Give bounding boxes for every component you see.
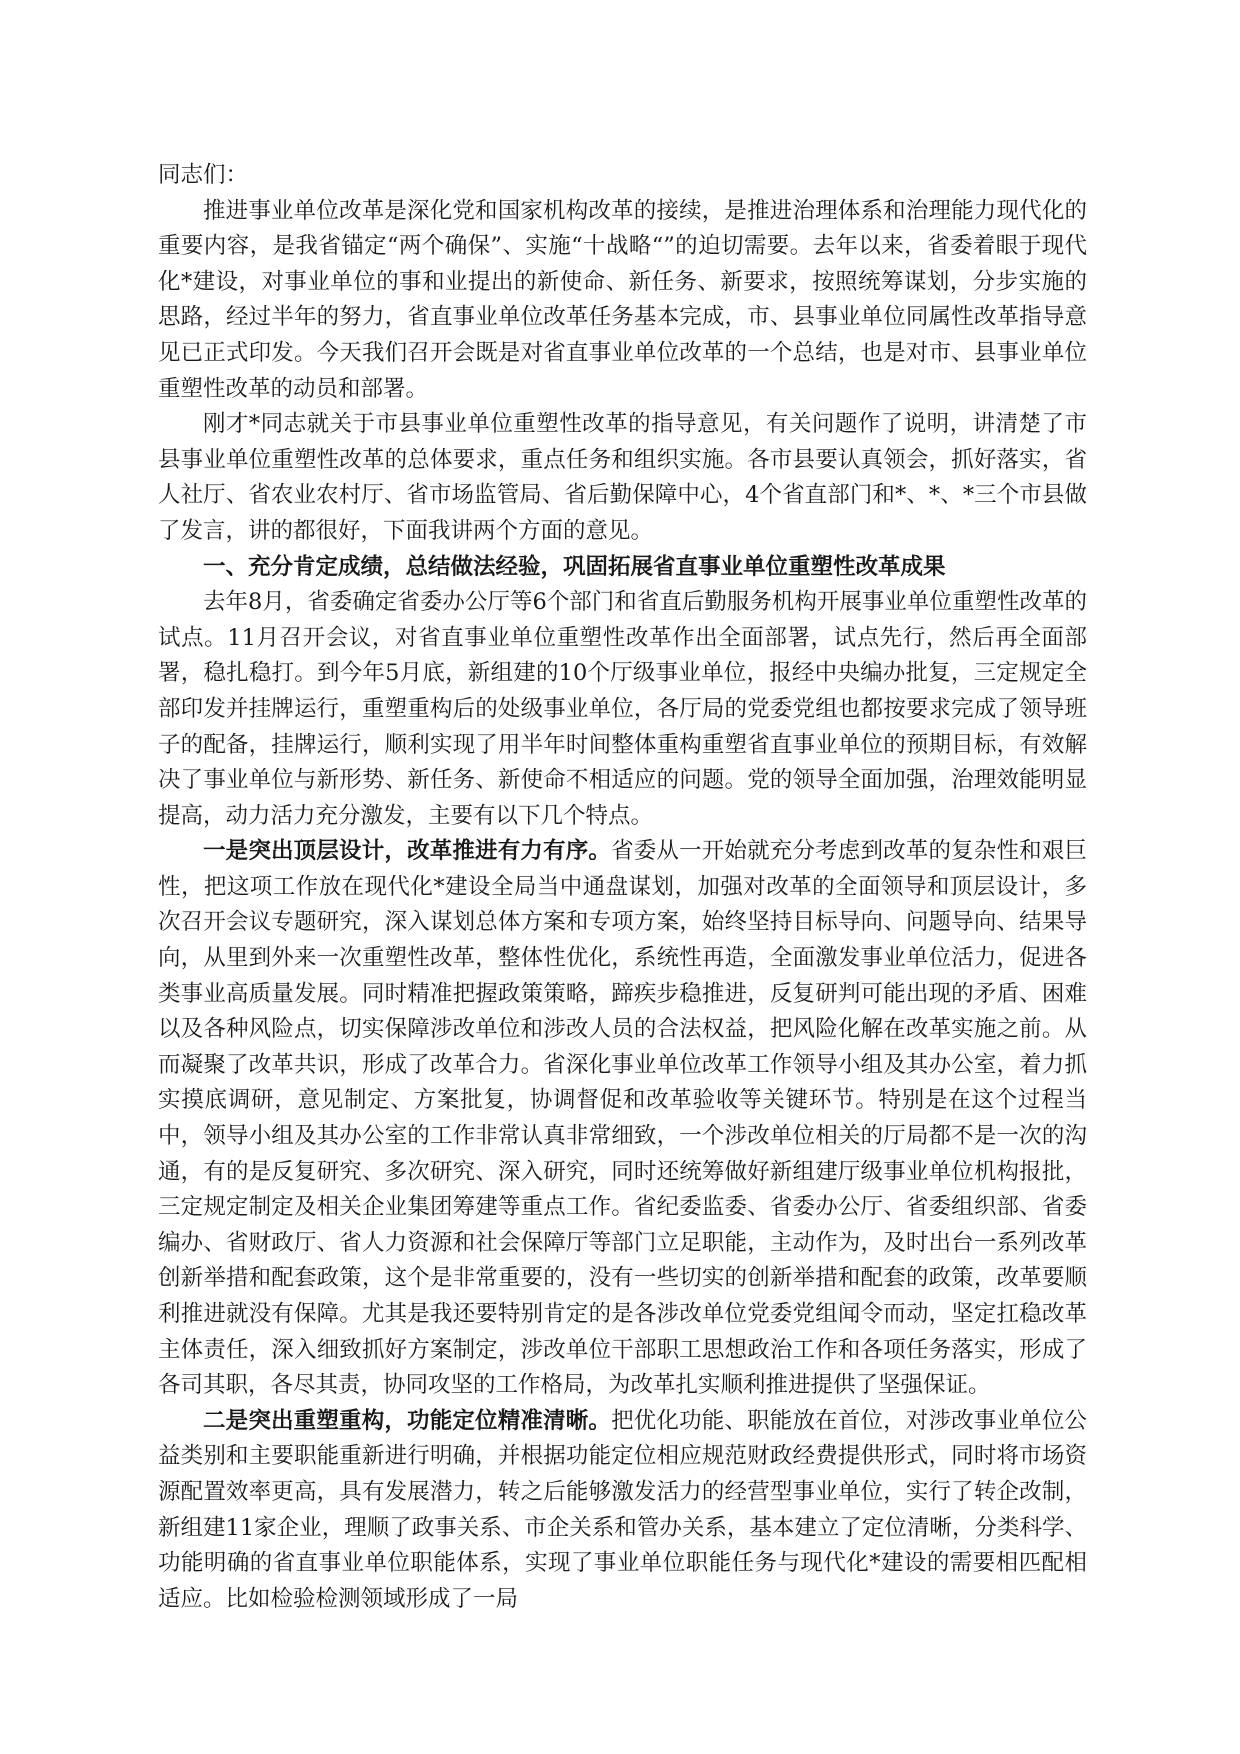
point-1-lead: 一是突出顶层设计，改革推进有力有序。 [203,838,612,865]
section1-paragraph: 去年8月，省委确定省委办公厅等6个部门和省直后勤服务机构开展事业单位重塑性改革的试点。11月召开会议，对省直事业单位重塑性改革作出全面部署，试点先行，然后再全面部署，稳扎稳打。到今年5月底，新组建的10个厅级事业单位，报经中央编办批复，三定规定全部印发并挂牌运行，重塑重构后的处级事业单位，各厅局的党委党组也都按要求完成了领导班子的配备，挂牌运行，顺利实现了用半年时间整体重构重塑省直事业单位的预期目标，有效解决了事业单位与新形势、新任务、新使命不相适应的问题。党的领导全面加强，治理效能明显提高，动力活力充分激发，主要有以下几个特点。 [158,589,1087,829]
point-2-body: 把优化功能、职能放在首位，对涉改事业单位公益类别和主要职能重新进行明确，并根据功能定位相应规范财政经费提供形式，同时将市场资源配置效率更高，具有发展潜力，转之后能够激发活力的经营型事业单位，实行了转企改制，新组建11家企业，理顺了政事关系、市企关系和管办关系，基本建立了定位清晰，分类科学、功能明确的省直事业单位职能体系，实现了事业单位职能任务与现代化*建设的需要相匹配相适应。比如检验检测领域形成了一局 [158,1407,1087,1612]
point-1-body: 省委从一开始就充分考虑到改革的复杂性和艰巨性，把这项工作放在现代化*建设全局当中通盘谋划，加强对改革的全面领导和顶层设计，多次召开会议专题研究，深入谋划总体方案和专项方案，始终坚持目标导向、问题导向、结果导向，从里到外来一次重塑性改革，整体性优化，系统性再造，全面激发事业单位活力，促进各类事业高质量发展。同时精准把握政策策略，蹄疾步稳推进，反复研判可能出现的矛盾、困难以及各种风险点，切实保障涉改单位和涉改人员的合法权益，把风险化解在改革实施之前。从而凝聚了改革共识，形成了改革合力。省深化事业单位改革工作领导小组及其办公室，着力抓实摸底调研，意见制定、方案批复，协调督促和改革验收等关键环节。特别是在这个过程当中，领导小组及其办公室的工作非常认真非常细致，一个涉改单位相关的厅局都不是一次的沟通，有的是反复研究、多次研究、深入研究，同时还统筹做好新组建厅级事业单位机构报批，三定规定制定及相关企业集团筹建等重点工作。省纪委监委、省委办公厅、省委组织部、省委编办、省财政厅、省人力资源和社会保障厅等部门立足职能，主动作为，及时出台一系列改革创新举措和配套政策，这个是非常重要的，没有一些切实的创新举措和配套的政策，改革要顺利推进就没有保障。尤其是我还要特别肯定的是各涉改单位党委党组闻令而动，坚定扛稳改革主体责任，深入细致抓好方案制定，涉改单位干部职工思想政治工作和各项任务落实，形成了各司其职，各尽其责，协同攻坚的工作格局，为改革扎实顺利推进提供了坚强保证。 [158,838,1087,1399]
intro-paragraph-1: 推进事业单位改革是深化党和国家机构改革的接续，是推进治理体系和治理能力现代化的重要内容，是我省锚定“两个确保”、实施“十战略“”的迫切需要。去年以来，省委着眼于现代化*建设，对事业单位的事和业提出的新使命、新任务、新要求，按照统筹谋划，分步实施的思路，经过半年的努力，省直事业单位改革任务基本完成，市、县事业单位同属性改革指导意见已正式印发。今天我们召开会既是对省直事业单位改革的一个总结，也是对市、县事业单位重塑性改革的动员和部署。 [158,197,1087,402]
document-page [158,158,1087,1617]
point-2-lead: 二是突出重塑重构，功能定位精准清晰。 [203,1407,612,1434]
point-1-paragraph [158,834,1087,1404]
section-heading-1: 一、充分肯定成绩，总结做法经验，巩固拓展省直事业单位重塑性改革成果 [203,553,946,580]
point-2-paragraph [158,1404,1087,1618]
salutation: 同志们： [158,162,249,188]
intro-paragraph-2: 刚才*同志就关于市县事业单位重塑性改革的指导意见，有关问题作了说明，讲清楚了市县事业单位重塑性改革的总体要求，重点任务和组织实施。各市县要认真领会，抓好落实，省人社厅、省农业农村厅、省市场监管局、省后勤保障中心，4个省直部门和*、*、*三个市县做了发言，讲的都很好，下面我讲两个方面的意见。 [158,411,1087,544]
